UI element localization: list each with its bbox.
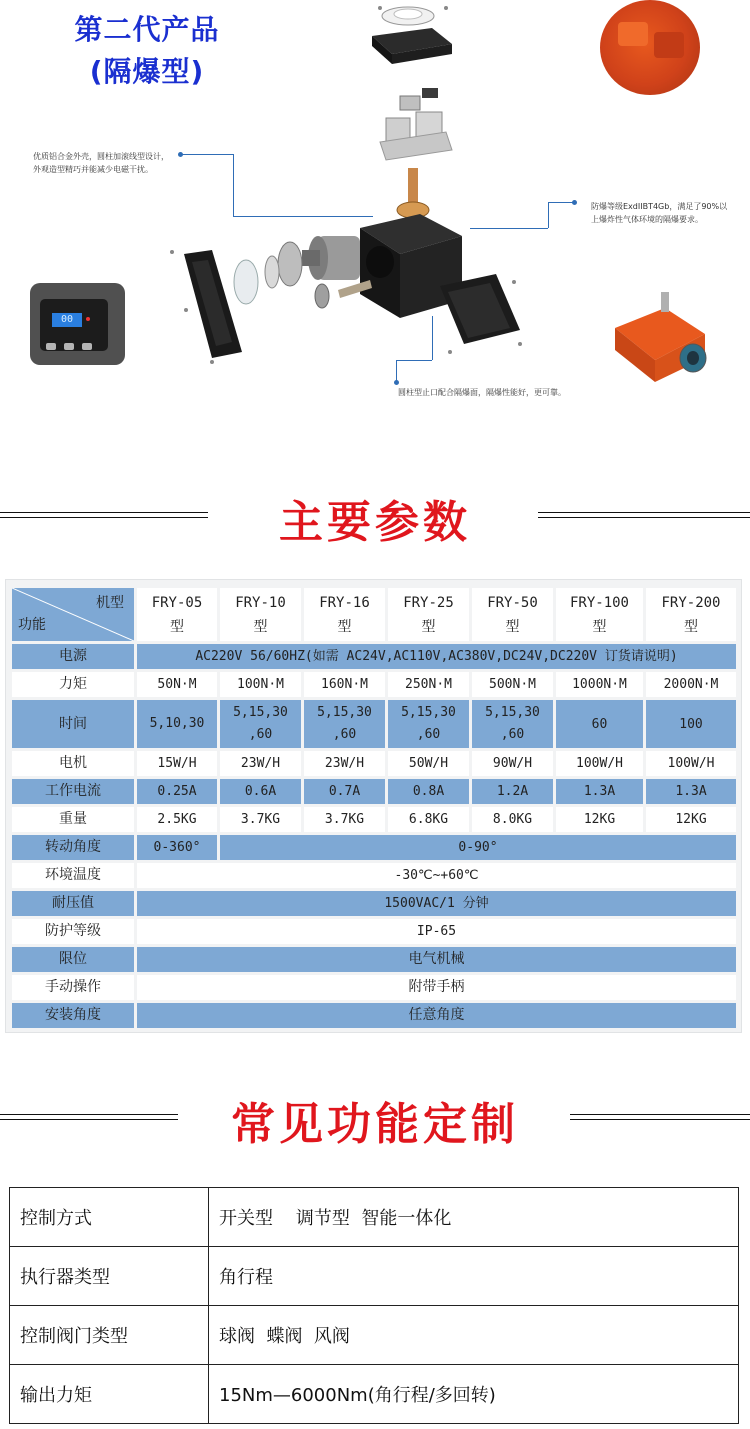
callout-text: 防爆等级ExdIIBT4Gb，满足了90%以 xyxy=(591,202,728,211)
current-cell: 0.7A xyxy=(304,779,385,804)
option-key: 输出力矩 xyxy=(10,1365,209,1424)
model-header: FRY-16 型 xyxy=(304,588,385,641)
callout-leader xyxy=(396,360,432,361)
callout-leader xyxy=(548,202,574,203)
header-corner xyxy=(12,588,134,641)
weight-cell: 2.5KG xyxy=(137,807,217,832)
weight-cell: 6.8KG xyxy=(388,807,469,832)
model-header: FRY-200 型 xyxy=(646,588,736,641)
current-cell: 0.6A xyxy=(220,779,301,804)
hero-title-line1: 第二代产品 xyxy=(74,13,220,46)
product-photo-top-right xyxy=(600,0,700,95)
weight-cell: 12KG xyxy=(646,807,736,832)
current-cell: 1.3A xyxy=(646,779,736,804)
callout-leader xyxy=(233,154,234,216)
torque-cell: 2000N·M xyxy=(646,672,736,697)
callout-housing xyxy=(33,150,169,176)
callout-dot xyxy=(394,380,399,385)
motor-cell: 15W/H xyxy=(137,751,217,776)
header-corner-model: 机型 xyxy=(96,595,124,611)
time-cell: 60 xyxy=(556,700,643,748)
row-label-time: 时间 xyxy=(12,700,134,748)
option-key: 控制阀门类型 xyxy=(10,1306,209,1365)
callout-explosion-rating xyxy=(591,200,727,226)
torque-cell: 500N·M xyxy=(472,672,553,697)
row-label-power: 电源 xyxy=(12,644,134,669)
product-photo-right xyxy=(605,288,715,388)
current-cell: 0.8A xyxy=(388,779,469,804)
torque-cell: 1000N·M xyxy=(556,672,643,697)
row-label-protection: 防护等级 xyxy=(12,919,134,944)
current-cell: 1.3A xyxy=(556,779,643,804)
time-cell: 5,15,30 ,60 xyxy=(304,700,385,748)
torque-cell: 160N·M xyxy=(304,672,385,697)
time-cell: 5,10,30 xyxy=(137,700,217,748)
motor-cell: 23W/H xyxy=(304,751,385,776)
row-label-limit: 限位 xyxy=(12,947,134,972)
panel-button xyxy=(64,343,74,350)
table-row xyxy=(10,1365,739,1424)
row-label-manual: 手动操作 xyxy=(12,975,134,1000)
callout-leader xyxy=(548,202,549,228)
custom-section-title: 常见功能定制 xyxy=(231,1099,519,1150)
manual-value: 附带手柄 xyxy=(137,975,736,1000)
time-cell: 100 xyxy=(646,700,736,748)
hero-section xyxy=(0,0,750,440)
option-value: 开关型 调节型 智能一体化 xyxy=(209,1188,739,1247)
option-key: 控制方式 xyxy=(10,1188,209,1247)
current-cell: 1.2A xyxy=(472,779,553,804)
exploded-actuator-illustration xyxy=(150,0,590,430)
motor-cell: 23W/H xyxy=(220,751,301,776)
spec-table xyxy=(5,579,742,1033)
callout-leader xyxy=(180,154,234,155)
torque-cell: 250N·M xyxy=(388,672,469,697)
model-header: FRY-50 型 xyxy=(472,588,553,641)
row-label-rotation: 转动角度 xyxy=(12,835,134,860)
weight-cell: 3.7KG xyxy=(220,807,301,832)
option-value: 角行程 xyxy=(209,1247,739,1306)
table-row xyxy=(10,1188,739,1247)
rotation-cell: 0-360° xyxy=(137,835,217,860)
row-label-motor: 电机 xyxy=(12,751,134,776)
row-label-torque: 力矩 xyxy=(12,672,134,697)
header-corner-function: 功能 xyxy=(18,617,46,633)
table-row xyxy=(10,1306,739,1365)
hero-title-line2: (隔爆型) xyxy=(89,55,205,88)
torque-cell: 100N·M xyxy=(220,672,301,697)
limit-value: 电气机械 xyxy=(137,947,736,972)
row-label-install: 安装角度 xyxy=(12,1003,134,1028)
panel-button xyxy=(82,343,92,350)
callout-text: 外观造型精巧并能减少电磁干扰。 xyxy=(33,165,153,174)
panel-button xyxy=(46,343,56,350)
led-indicator xyxy=(86,317,90,321)
ambient-value: -30℃~+60℃ xyxy=(137,863,736,888)
weight-cell: 12KG xyxy=(556,807,643,832)
time-cell: 5,15,30 ,60 xyxy=(220,700,301,748)
protection-value: IP-65 xyxy=(137,919,736,944)
motor-cell: 50W/H xyxy=(388,751,469,776)
lcd-readout: 00 xyxy=(52,313,82,327)
callout-leader xyxy=(233,216,373,217)
spec-section-header xyxy=(0,482,750,552)
install-value: 任意角度 xyxy=(137,1003,736,1028)
display-panel-photo xyxy=(30,283,125,365)
table-row xyxy=(10,1247,739,1306)
row-label-current: 工作电流 xyxy=(12,779,134,804)
callout-leader xyxy=(432,316,433,360)
time-cell: 5,15,30 ,60 xyxy=(472,700,553,748)
option-value: 15Nm—6000Nm(角行程/多回转) xyxy=(209,1365,739,1424)
withstand-value: 1500VAC/1 分钟 xyxy=(137,891,736,916)
power-value: AC220V 56/60HZ(如需 AC24V,AC110V,AC380V,DC24V,DC220V 订货请说明) xyxy=(137,644,736,669)
callout-text: 优质铝合金外壳，圆柱加滚线型设计， xyxy=(33,152,169,161)
row-label-ambient: 环境温度 xyxy=(12,863,134,888)
time-cell: 5,15,30 ,60 xyxy=(388,700,469,748)
weight-cell: 3.7KG xyxy=(304,807,385,832)
model-header: FRY-100 型 xyxy=(556,588,643,641)
custom-section-header xyxy=(0,1086,750,1156)
model-header: FRY-05 型 xyxy=(137,588,217,641)
custom-options-table xyxy=(9,1187,739,1424)
callout-flameproof-joint: 圆柱型止口配合隔爆面，隔爆性能好，更可靠。 xyxy=(398,388,566,397)
torque-cell: 50N·M xyxy=(137,672,217,697)
option-key: 执行器类型 xyxy=(10,1247,209,1306)
motor-cell: 100W/H xyxy=(646,751,736,776)
motor-cell: 100W/H xyxy=(556,751,643,776)
row-label-withstand: 耐压值 xyxy=(12,891,134,916)
option-value: 球阀 蝶阀 风阀 xyxy=(209,1306,739,1365)
callout-text: 上爆炸性气体环境的隔爆要求。 xyxy=(591,215,703,224)
model-header: FRY-25 型 xyxy=(388,588,469,641)
weight-cell: 8.0KG xyxy=(472,807,553,832)
spec-section-title: 主要参数 xyxy=(279,497,471,548)
current-cell: 0.25A xyxy=(137,779,217,804)
motor-cell: 90W/H xyxy=(472,751,553,776)
callout-leader xyxy=(470,228,548,229)
rotation-cell: 0-90° xyxy=(220,835,736,860)
row-label-weight: 重量 xyxy=(12,807,134,832)
model-header: FRY-10 型 xyxy=(220,588,301,641)
